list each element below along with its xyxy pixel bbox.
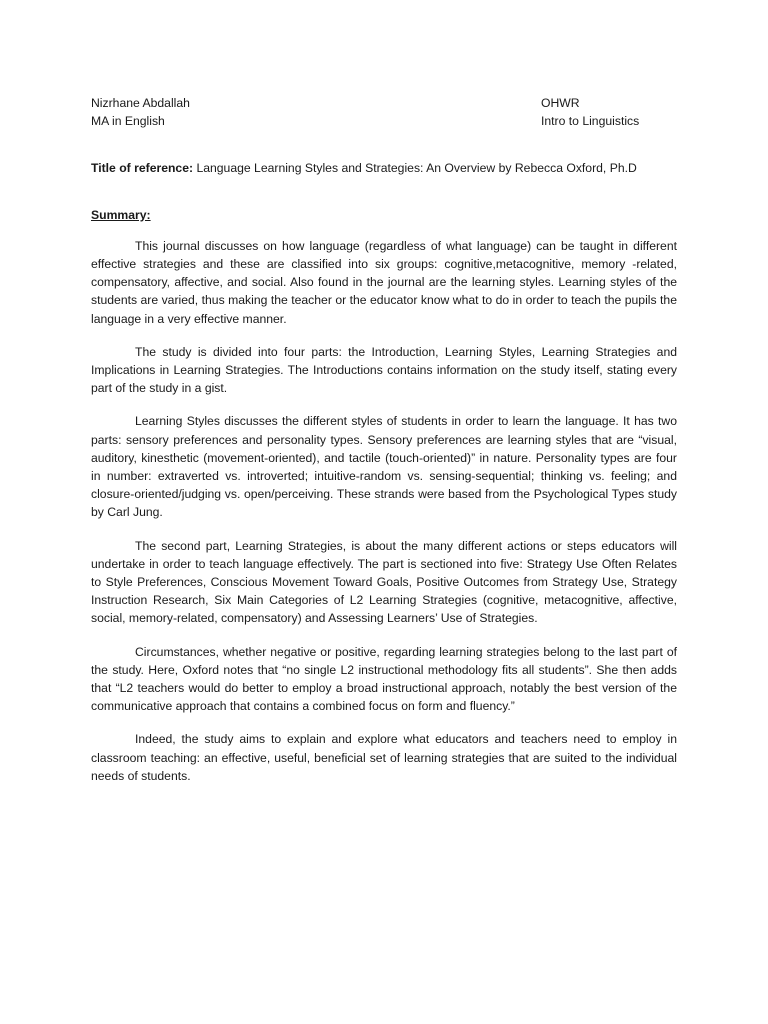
- summary-heading: Summary:: [91, 207, 151, 222]
- document-page: [91, 94, 677, 785]
- author-block: [91, 94, 190, 130]
- reference-label: Title of reference:: [91, 161, 194, 176]
- summary-paragraph-5: Circumstances, whether negative or positive, regarding learning strategies belong to the last part of the study. Here, Oxford notes that “no single L2 instructional methodology fits all students”. She then adds that “L2 teachers would do better to employ a broad instructional approach, notably the best version of the communicative approach that contains a combined focus on form and fluency.”: [91, 644, 677, 714]
- author-degree: MA in English: [91, 114, 165, 129]
- reference-title: [91, 159, 677, 177]
- reference-text: Language Learning Styles and Strategies: An Overview by Rebecca Oxford, Ph.D: [196, 161, 637, 176]
- document-header: [91, 94, 677, 130]
- summary-paragraph-3: Learning Styles discusses the different styles of students in order to learn the language. It has two parts: sensory preferences and personality types. Sensory preferences are learning styles that are “visual, auditory, kinesthetic (movement-oriented), and tactile (touch-oriented)” in nature. Personality types are four in number: extraverted vs. introverted; intuitive-random vs. sensing-sequential; thinking vs. feeling; and closure-oriented/judging vs. open/perceiving. These strands were based from the Psychological Types study by Carl Jung.: [91, 414, 677, 520]
- summary-paragraph-2: The study is divided into four parts: the Introduction, Learning Styles, Learning Strategies and Implications in Learning Strategies. The Introductions contains information on the study itself, stating every part of the study in a gist.: [91, 344, 677, 396]
- summary-paragraph-1: This journal discusses on how language (regardless of what language) can be taught in different effective strategies and these are classified into six groups: cognitive,metacognitive, memory -related, compensatory, affective, and social. Also found in the journal are the learning styles. Learning styles of the students are varied, thus making the teacher or the educator know what to do in order to teach the pupils the language in a very effective manner.: [91, 238, 677, 326]
- summary-paragraph-6: Indeed, the study aims to explain and explore what educators and teachers need to employ in classroom teaching: an effective, useful, beneficial set of learning strategies that are suited to the individual needs of students.: [91, 732, 677, 783]
- course-name: Intro to Linguistics: [541, 114, 640, 129]
- summary-paragraph-4: The second part, Learning Strategies, is about the many different actions or steps educators will undertake in order to teach language effectively. The part is sectioned into five: Strategy Use Often Relates to Style Preferences, Conscious Movement Toward Goals, Positive Outcomes from Strategy Use, Strategy Instruction Research, Six Main Categories of L2 Learning Strategies (cognitive, metacognitive, affective, social, memory-related, compensatory) and Assessing Learners’ Use of Strategies.: [91, 538, 677, 626]
- course-block: [541, 94, 677, 130]
- author-name: Nizrhane Abdallah: [91, 96, 190, 110]
- course-code: OHWR: [541, 96, 580, 110]
